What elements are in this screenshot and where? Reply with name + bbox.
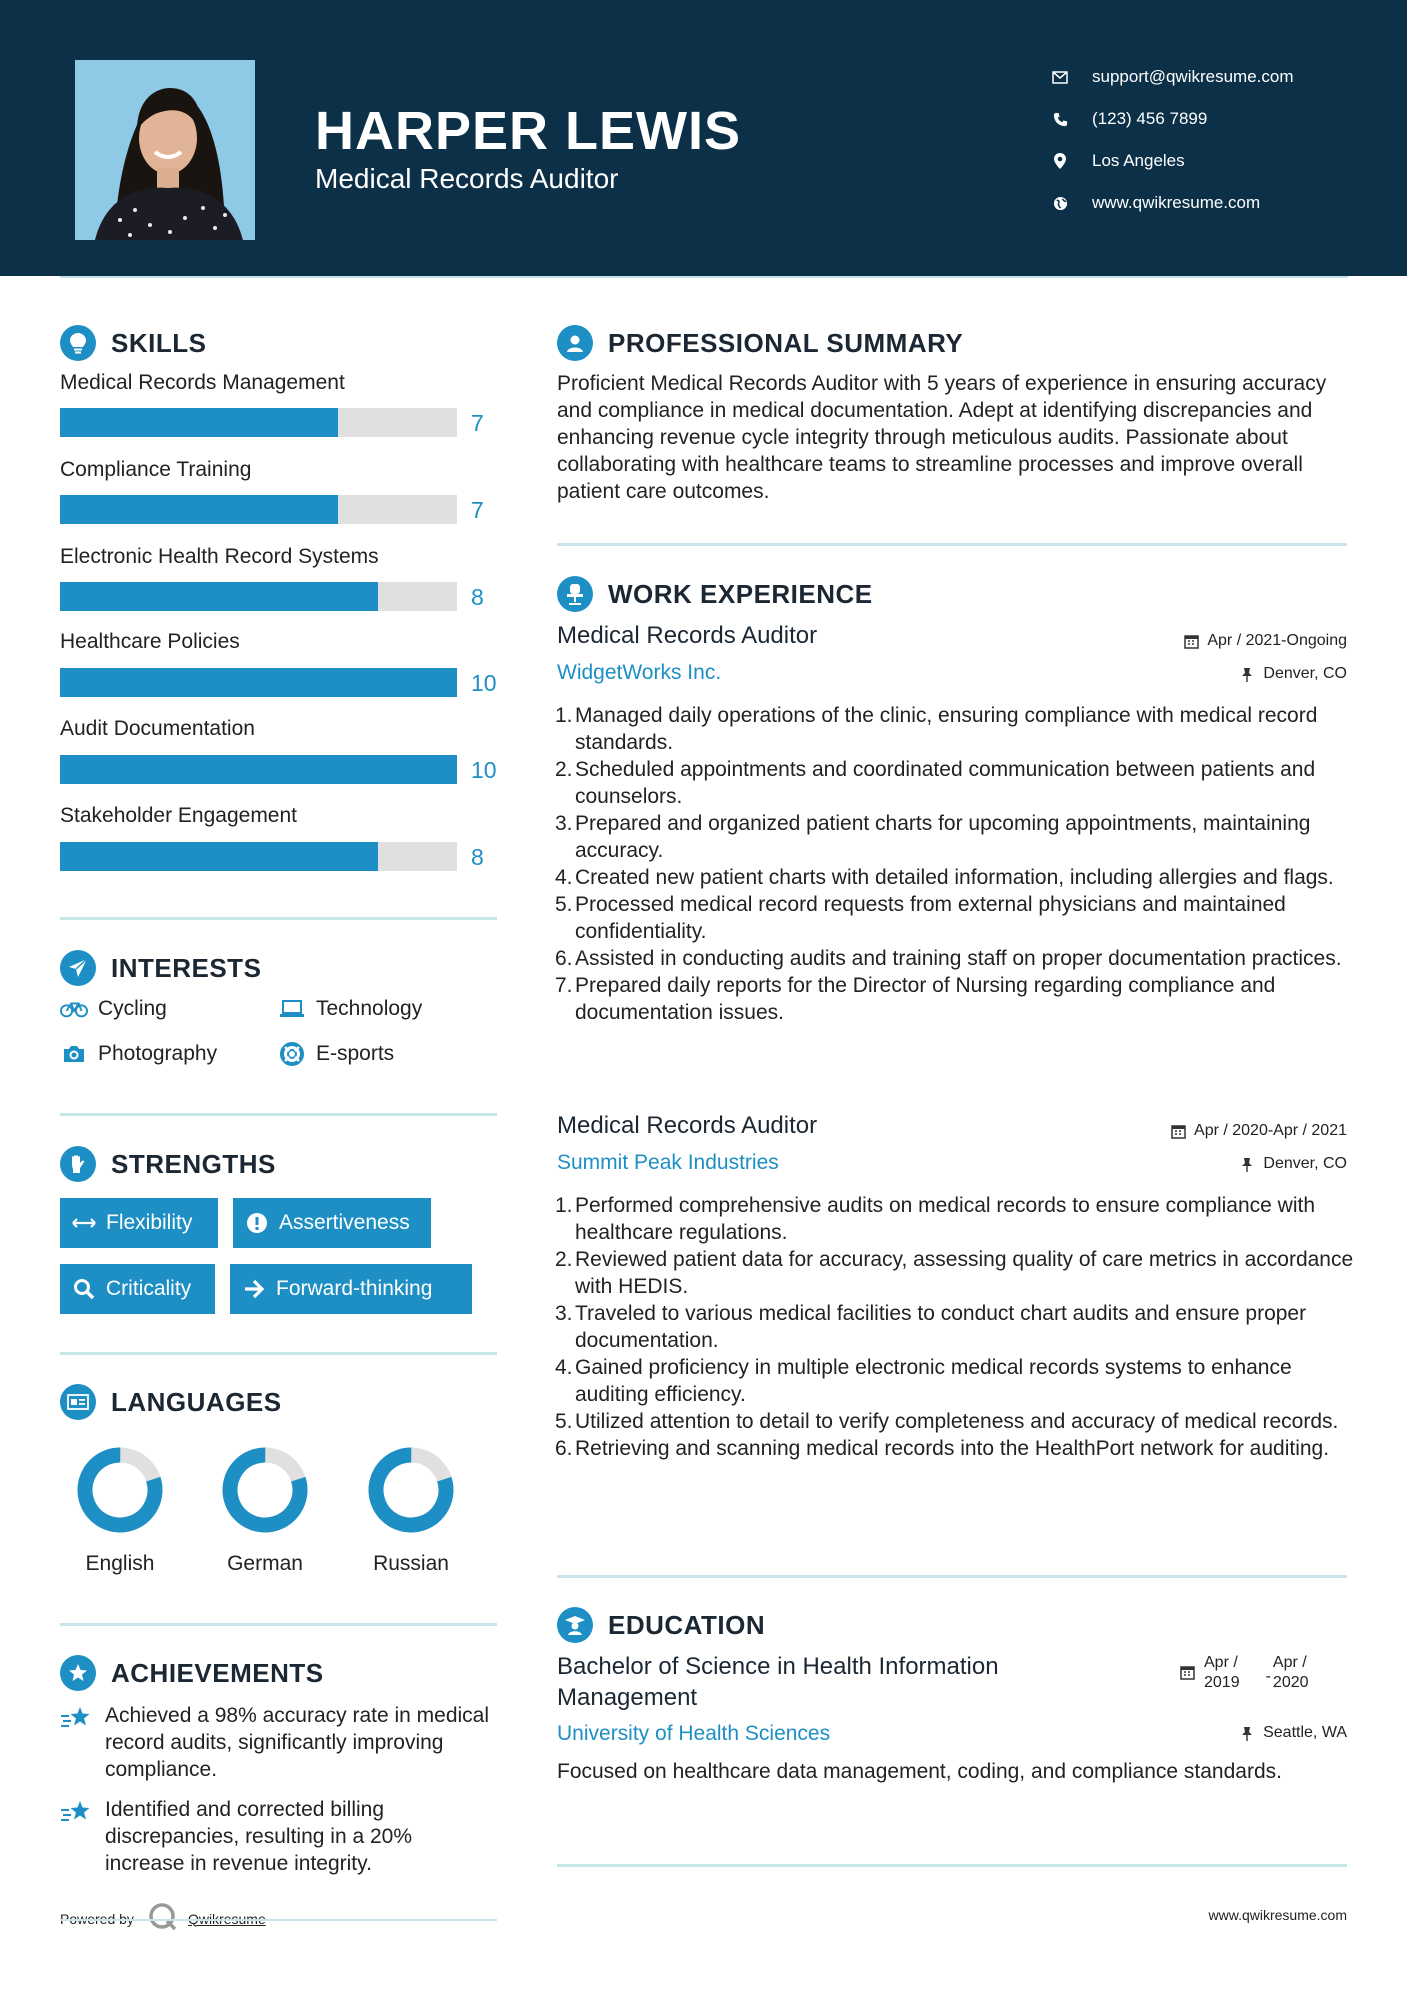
lifebuoy-icon <box>278 1042 306 1066</box>
job-bullet: 3. Prepared and organized patient charts for upcoming appointments, maintaining accuracy. <box>555 812 1311 862</box>
language-donut-fill <box>76 1446 164 1534</box>
skill-bar <box>60 755 457 784</box>
skill-bar-fill <box>60 755 457 784</box>
job-bullet: 4. Created new patient charts with detailed information, including allergies and flags. <box>555 866 1334 889</box>
section-divider <box>557 543 1347 546</box>
footer-website[interactable]: www.qwikresume.com <box>1208 1907 1347 1923</box>
strength-label: Forward-thinking <box>276 1277 433 1300</box>
candidate-name: HARPER LEWIS <box>315 101 742 161</box>
section-divider <box>60 1352 497 1355</box>
education-location-text: Seattle, WA <box>1263 1724 1347 1741</box>
exclamation-circle-icon <box>245 1211 269 1235</box>
interest-item <box>278 997 422 1021</box>
job-bullet: 1. Performed comprehensive audits on medical records to ensure compliance with healthcare regulations. <box>555 1194 1316 1244</box>
strength-badge <box>60 1198 218 1248</box>
interest-item <box>278 1042 394 1066</box>
skill-bar <box>60 495 457 524</box>
job-bullet-text: Managed daily operations of the clinic, ensuring compliance with medical record standards. <box>575 704 1318 754</box>
summary-text: Proficient Medical Records Auditor with 5 years of experience in ensuring accuracy and compliance in medical documentation. Adept at identifying discrepancies and enhancing revenue cycle integrity through meticulous audits. Passionate about collaborating with healthcare teams to streamline processes and improve overall patient care outcomes. <box>557 372 1327 503</box>
calendar-icon <box>1170 1123 1186 1139</box>
job-bullet: 2. Reviewed patient data for accuracy, assessing quality of care metrics in accordance with HEDIS. <box>555 1248 1354 1298</box>
interest-item <box>60 997 167 1021</box>
skill-name: Medical Records Management <box>60 371 345 394</box>
job-bullet: 5. Utilized attention to detail to verify completeness and accuracy of medical records. <box>555 1410 1339 1433</box>
paper-plane-icon <box>60 950 96 986</box>
language-donut-fill <box>367 1446 455 1534</box>
job-location-text: Denver, CO <box>1263 665 1347 682</box>
pushpin-icon <box>1239 1725 1255 1741</box>
skills-heading <box>60 325 206 361</box>
section-divider <box>557 1864 1347 1867</box>
summary-heading <box>557 325 963 361</box>
skill-name: Audit Documentation <box>60 717 255 740</box>
strength-badge <box>230 1264 472 1314</box>
experience-title: WORK EXPERIENCE <box>608 578 873 609</box>
language-label: German <box>227 1552 303 1575</box>
phone-icon <box>1050 109 1070 129</box>
job-bullets <box>557 1192 1357 1462</box>
strength-label: Flexibility <box>106 1211 193 1234</box>
school-name: University of Health Sciences <box>557 1722 831 1745</box>
contact-location <box>1050 140 1294 182</box>
header-divider <box>60 276 1348 278</box>
job-bullet-text: Utilized attention to detail to verify completeness and accuracy of medical records. <box>575 1410 1339 1433</box>
education-end-year: 2020 <box>1272 1674 1309 1691</box>
job-bullet-text: Retrieving and scanning medical records into the HealthPort network for auditing. <box>575 1437 1330 1460</box>
job-title: Medical Records Auditor <box>557 622 818 649</box>
contact-website[interactable] <box>1050 182 1294 224</box>
education-title: EDUCATION <box>608 1609 766 1640</box>
user-circle-icon <box>557 325 593 361</box>
job-bullet-text: Assisted in conducting audits and training staff on proper documentation practices. <box>575 947 1342 970</box>
language-donut-fill <box>221 1446 309 1534</box>
magnifier-icon <box>72 1277 96 1301</box>
job-bullet-text: Created new patient charts with detailed information, including allergies and flags. <box>575 866 1334 889</box>
skill-value: 10 <box>471 670 497 696</box>
language-donuts <box>60 1440 497 1540</box>
job-bullet: 5. Processed medical record requests from external physicians and maintained confidentiality. <box>555 893 1286 943</box>
skill-name: Electronic Health Record Systems <box>60 545 379 568</box>
achievement-text: Achieved a 98% accuracy rate in medical record audits, significantly improving compliance. <box>105 1704 490 1781</box>
education-date-separator: - <box>1265 1668 1271 1685</box>
lightbulb-icon <box>60 325 96 361</box>
job-bullet-text: Scheduled appointments and coordinated communication between patients and counselors. <box>575 758 1316 808</box>
education-start-month: Apr / <box>1204 1654 1238 1671</box>
job-location-text: Denver, CO <box>1263 1155 1347 1172</box>
skill-name: Stakeholder Engagement <box>60 804 297 827</box>
strength-badge <box>60 1264 215 1314</box>
education-dates <box>1180 1653 1309 1693</box>
section-divider <box>557 1575 1347 1578</box>
camera-icon <box>60 1042 88 1066</box>
calendar-icon <box>1183 633 1199 649</box>
pushpin-icon <box>1239 1156 1255 1172</box>
job-bullet-text: Gained proficiency in multiple electronic medical records systems to enhance auditing efficiency. <box>575 1356 1292 1406</box>
interests-title: INTERESTS <box>111 952 262 983</box>
section-divider <box>60 1623 497 1626</box>
interest-label: Cycling <box>98 997 167 1020</box>
interest-label: E-sports <box>316 1042 395 1065</box>
strengths-title: STRENGTHS <box>111 1148 276 1179</box>
interest-label: Photography <box>98 1042 218 1065</box>
contact-email-text: support@qwikresume.com <box>1092 67 1294 86</box>
job-title: Medical Records Auditor <box>557 1112 818 1139</box>
section-divider <box>60 1113 497 1116</box>
education-location <box>1239 1724 1347 1742</box>
contact-email[interactable] <box>1050 56 1294 98</box>
job-company: Summit Peak Industries <box>557 1151 779 1174</box>
bicycle-icon <box>60 997 88 1021</box>
resume-header <box>0 0 1407 276</box>
languages-heading <box>60 1384 282 1420</box>
candidate-title: Medical Records Auditor <box>315 163 619 194</box>
summary-title: PROFESSIONAL SUMMARY <box>608 327 964 358</box>
job-company: WidgetWorks Inc. <box>557 661 722 684</box>
skill-bar-fill <box>60 668 457 697</box>
location-pin-icon <box>1050 151 1070 171</box>
job-bullet: 3. Traveled to various medical facilities to conduct chart audits and ensure proper documentation. <box>555 1302 1307 1352</box>
job-bullets <box>557 702 1357 1026</box>
skill-bar <box>60 842 457 871</box>
skill-value: 7 <box>471 497 484 523</box>
contact-phone[interactable] <box>1050 98 1294 140</box>
job-bullet-text: Traveled to various medical facilities to conduct chart audits and ensure proper documentation. <box>575 1302 1307 1352</box>
strength-label: Criticality <box>106 1277 192 1300</box>
raised-fist-icon <box>60 1146 96 1182</box>
education-end <box>1273 1653 1309 1693</box>
languages-title: LANGUAGES <box>111 1386 282 1417</box>
arrow-right-icon <box>242 1277 266 1301</box>
contact-location-text: Los Angeles <box>1092 151 1185 170</box>
interest-label: Technology <box>316 997 423 1020</box>
skill-bar <box>60 408 457 437</box>
job-bullet-text: Processed medical record requests from external physicians and maintained confidentiality. <box>575 893 1286 943</box>
strengths-heading <box>60 1146 276 1182</box>
job-location <box>1239 1155 1347 1173</box>
contact-list <box>1050 56 1294 224</box>
strength-badge <box>233 1198 431 1248</box>
skill-value: 10 <box>471 757 497 783</box>
office-chair-icon <box>557 576 593 612</box>
job-bullet-text: Reviewed patient data for accuracy, assessing quality of care metrics in accordance with HEDIS. <box>575 1248 1354 1298</box>
job-bullet: 2. Scheduled appointments and coordinated communication between patients and counselors. <box>555 758 1316 808</box>
strength-label: Assertiveness <box>279 1211 410 1234</box>
section-divider <box>60 917 497 920</box>
skill-name: Compliance Training <box>60 458 252 481</box>
pushpin-icon <box>1239 666 1255 682</box>
degree-title: Bachelor of Science in Health Information Management <box>557 1653 999 1711</box>
globe-icon <box>1050 193 1070 213</box>
skill-bar-fill <box>60 495 338 524</box>
education-description: Focused on healthcare data management, coding, and compliance standards. <box>557 1760 1282 1783</box>
skill-bar-fill <box>60 582 378 611</box>
experience-heading <box>557 576 873 612</box>
job-bullet: 6. Assisted in conducting audits and training staff on proper documentation practices. <box>555 947 1342 970</box>
skill-value: 8 <box>471 584 484 610</box>
skill-value: 7 <box>471 410 484 436</box>
job-bullet: 6. Retrieving and scanning medical records into the HealthPort network for auditing. <box>555 1437 1330 1460</box>
skill-name: Healthcare Policies <box>60 630 240 653</box>
calendar-icon <box>1180 1665 1196 1681</box>
skills-title: SKILLS <box>111 327 207 358</box>
language-card-icon <box>60 1384 96 1420</box>
footer-divider <box>60 1919 497 1921</box>
profile-photo <box>75 60 255 240</box>
envelope-icon <box>1050 67 1070 87</box>
skill-bar <box>60 582 457 611</box>
laptop-icon <box>278 997 306 1021</box>
job-dates-text: Apr / 2020-Apr / 2021 <box>1194 1122 1347 1139</box>
job-bullet-text: Prepared and organized patient charts for upcoming appointments, maintaining accuracy. <box>575 812 1311 862</box>
job-bullet: 1. Managed daily operations of the clinic, ensuring compliance with medical record standards. <box>555 704 1318 754</box>
language-label: Russian <box>373 1552 449 1575</box>
interest-item <box>60 1042 217 1066</box>
contact-phone-text: (123) 456 7899 <box>1092 109 1208 128</box>
skill-value: 8 <box>471 844 484 870</box>
job-dates-text: Apr / 2021-Ongoing <box>1207 632 1347 649</box>
language-label: English <box>85 1552 155 1575</box>
job-location <box>1239 665 1347 683</box>
job-dates <box>1170 1122 1347 1140</box>
education-heading <box>557 1607 765 1643</box>
achievements-heading <box>60 1655 324 1691</box>
achievements-title: ACHIEVEMENTS <box>111 1657 324 1688</box>
star-badge-icon <box>60 1655 96 1691</box>
job-bullet-text: Prepared daily reports for the Director of Nursing regarding compliance and documentation issues. <box>575 974 1276 1024</box>
skill-bar-fill <box>60 408 338 437</box>
shooting-star-icon <box>60 1798 92 1828</box>
skill-bar <box>60 668 457 697</box>
education-start-year: 2019 <box>1204 1674 1240 1691</box>
shooting-star-icon <box>60 1704 92 1734</box>
contact-website-text: www.qwikresume.com <box>1092 193 1261 212</box>
graduate-icon <box>557 1607 593 1643</box>
education-start <box>1204 1653 1240 1693</box>
job-bullet: 4. Gained proficiency in multiple electronic medical records systems to enhance auditing efficiency. <box>555 1356 1292 1406</box>
job-bullet: 7. Prepared daily reports for the Director of Nursing regarding compliance and documentation issues. <box>555 974 1276 1024</box>
job-bullet-text: Performed comprehensive audits on medical records to ensure compliance with healthcare regulations. <box>575 1194 1316 1244</box>
achievement-text: Identified and corrected billing discrepancies, resulting in a 20% increase in revenue integrity. <box>105 1798 413 1875</box>
skill-bar-fill <box>60 842 378 871</box>
job-dates <box>1183 632 1347 650</box>
interests-heading <box>60 950 261 986</box>
arrows-horizontal-icon <box>72 1211 96 1235</box>
education-end-month: Apr / <box>1272 1654 1307 1671</box>
